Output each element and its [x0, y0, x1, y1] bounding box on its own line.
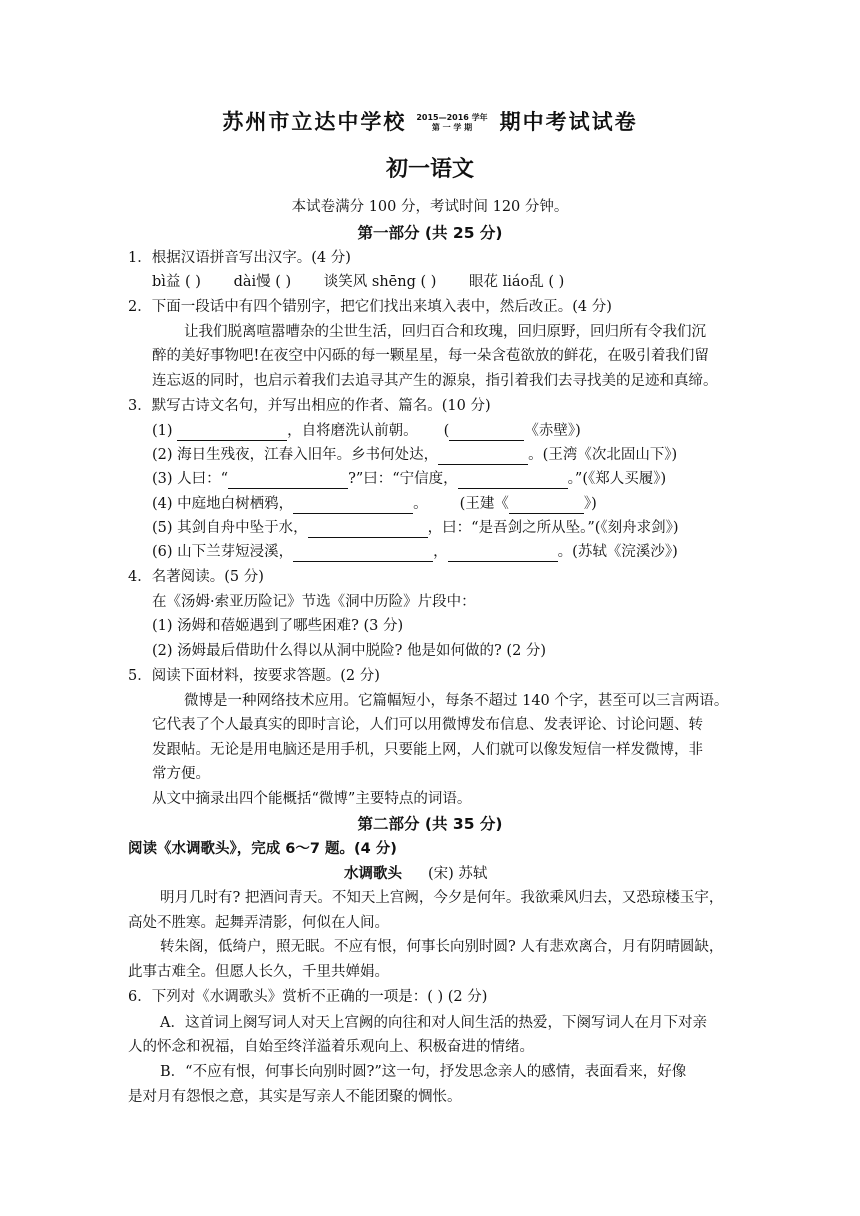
- q1-stem: 1．根据汉语拼音写出汉字。(4 分): [128, 250, 351, 266]
- q6-stem: 6．下列对《水调歌头》赏析不正确的一项是：( ) (2 分): [128, 989, 488, 1005]
- answer-blank[interactable]: [228, 472, 348, 489]
- q5-line: 它代表了个人最真实的即时言论，人们可以用微博发布信息、发表评论、讨论问题、转: [152, 717, 703, 733]
- q2-line: 连忘返的同时，也启示着我们去追寻其产生的源泉，指引着我们去寻找美的足迹和真缔。: [152, 373, 718, 389]
- q5-line: 微博是一种网络技术应用。它篇幅短小，每条不超过 140 个字，甚至可以三言两语。: [184, 693, 729, 709]
- answer-blank[interactable]: [293, 545, 433, 562]
- term-semester: 第 一 学 期: [431, 123, 473, 132]
- q2-line: 醉的美好事物吧!在夜空中闪砾的每一颗星星，每一朵含苞欲放的鲜花，在吸引着我们留: [152, 348, 709, 364]
- q3-item-4: (4) 中庭地白树栖鸦， 。 (王建《 》): [152, 496, 597, 512]
- part1-heading: 第一部分 (共 25 分): [357, 224, 503, 242]
- q3-item-1: (1) ，自将磨洗认前朝。 ( 《赤壁》): [152, 423, 581, 439]
- q4-sub1: (1) 汤姆和蓓姬遇到了哪些困难? (3 分): [152, 618, 404, 634]
- poem-line: 此事古难全。但愿人长久，千里共婵娟。: [128, 964, 389, 980]
- q3-stem: 3．默写古诗文名句，并写出相应的作者、篇名。(10 分): [128, 398, 491, 414]
- term-year: 2015—2016 学年: [416, 113, 488, 122]
- q4-sub2: (2) 汤姆最后借助什么得以从洞中脱险? 他是如何做的? (2 分): [152, 643, 547, 659]
- answer-blank[interactable]: [308, 521, 428, 538]
- poem-title: 水调歌头: [344, 866, 402, 882]
- q4-intro: 在《汤姆·索亚历险记》节选《洞中历险》片段中：: [152, 594, 476, 610]
- q5-line: 常方便。: [152, 766, 210, 782]
- answer-blank[interactable]: [509, 497, 584, 514]
- answer-blank[interactable]: [458, 472, 568, 489]
- q6-option-a: A．这首词上阕写词人对天上宫阙的向往和对人间生活的热爱，下阕写词人在月下对亲: [160, 1015, 707, 1031]
- poem-heading: [344, 864, 487, 884]
- q6-option-b: B．“不应有恨，何事长向别时圆?”这一句，抒发思念亲人的感情，表面看来，好像: [160, 1064, 687, 1080]
- exam-name: 期中考试试卷: [499, 110, 638, 134]
- q1-item: 眼花 liáo乱 ( ): [469, 274, 565, 290]
- subject-title: 初一语文: [385, 157, 474, 182]
- poem-line: 明月几时有? 把酒问青天。不知天上宫阙，今夕是何年。我欲乘风归去，又恐琼楼玉宇，: [160, 890, 724, 906]
- part2-instruction: 阅读《水调歌头》，完成 6～7 题。(4 分): [128, 841, 397, 857]
- q3-item-2: (2) 海日生残夜，江春入旧年。乡书何处达， 。(王湾《次北固山下》): [152, 447, 678, 463]
- q6-option-a-cont: 人的怀念和祝福，自始至终洋溢着乐观向上、积极奋进的情绪。: [128, 1039, 534, 1055]
- q6-option-b-cont: 是对月有怨恨之意，其实是写亲人不能团聚的惆怅。: [128, 1089, 462, 1105]
- poem-line: 转朱阁，低绮户，照无眠。不应有恨，何事长向别时圆? 人有悲欢离合，月有阴晴圆缺，: [160, 939, 724, 955]
- q3-item-3: (3) 人曰：“ ?”曰：“宁信度， 。”(《郑人买履》): [152, 471, 667, 487]
- q3-item-5: (5) 其剑自舟中坠于水， ，曰：“是吾剑之所从坠。”(《刻舟求剑》): [152, 520, 679, 536]
- q1-items: [152, 272, 564, 292]
- q4-stem: 4．名著阅读。(5 分): [128, 569, 264, 585]
- q2-stem: 2．下面一段话中有四个错别字，把它们找出来填入表中，然后改正。(4 分): [128, 299, 612, 315]
- part2-heading: 第二部分 (共 35 分): [357, 815, 503, 833]
- exam-title: [0, 112, 860, 133]
- answer-blank[interactable]: [438, 448, 528, 465]
- q2-line: 让我们脱离喧嚣嘈杂的尘世生活，回归百合和玫瑰，回归原野，回归所有令我们沉: [184, 324, 706, 340]
- q3-item-6: (6) 山下兰芽短浸溪， ， 。(苏轼《浣溪沙》): [152, 544, 678, 560]
- q1-item: 谈笑风 shēng ( ): [323, 274, 437, 290]
- q5-stem: 5．阅读下面材料，按要求答题。(2 分): [128, 668, 380, 684]
- answer-blank[interactable]: [449, 424, 524, 441]
- exam-note: 本试卷满分 100 分，考试时间 120 分钟。: [291, 199, 569, 215]
- q1-item: dài慢 ( ): [233, 274, 292, 290]
- q1-item: bì益 ( ): [152, 274, 201, 290]
- school-name: 苏州市立达中学校: [222, 110, 407, 134]
- poem-line: 高处不胜寒。起舞弄清影，何似在人间。: [128, 915, 389, 931]
- poem-author: (宋) 苏轼: [428, 866, 488, 882]
- term-block: [416, 113, 487, 133]
- q5-line: 发跟帖。无论是用电脑还是用手机，只要能上网，人们就可以像发短信一样发微博，非: [152, 742, 703, 758]
- answer-blank[interactable]: [177, 424, 287, 441]
- q5-ask: 从文中摘录出四个能概括“微博”主要特点的词语。: [152, 791, 472, 807]
- answer-blank[interactable]: [293, 497, 413, 514]
- answer-blank[interactable]: [448, 545, 558, 562]
